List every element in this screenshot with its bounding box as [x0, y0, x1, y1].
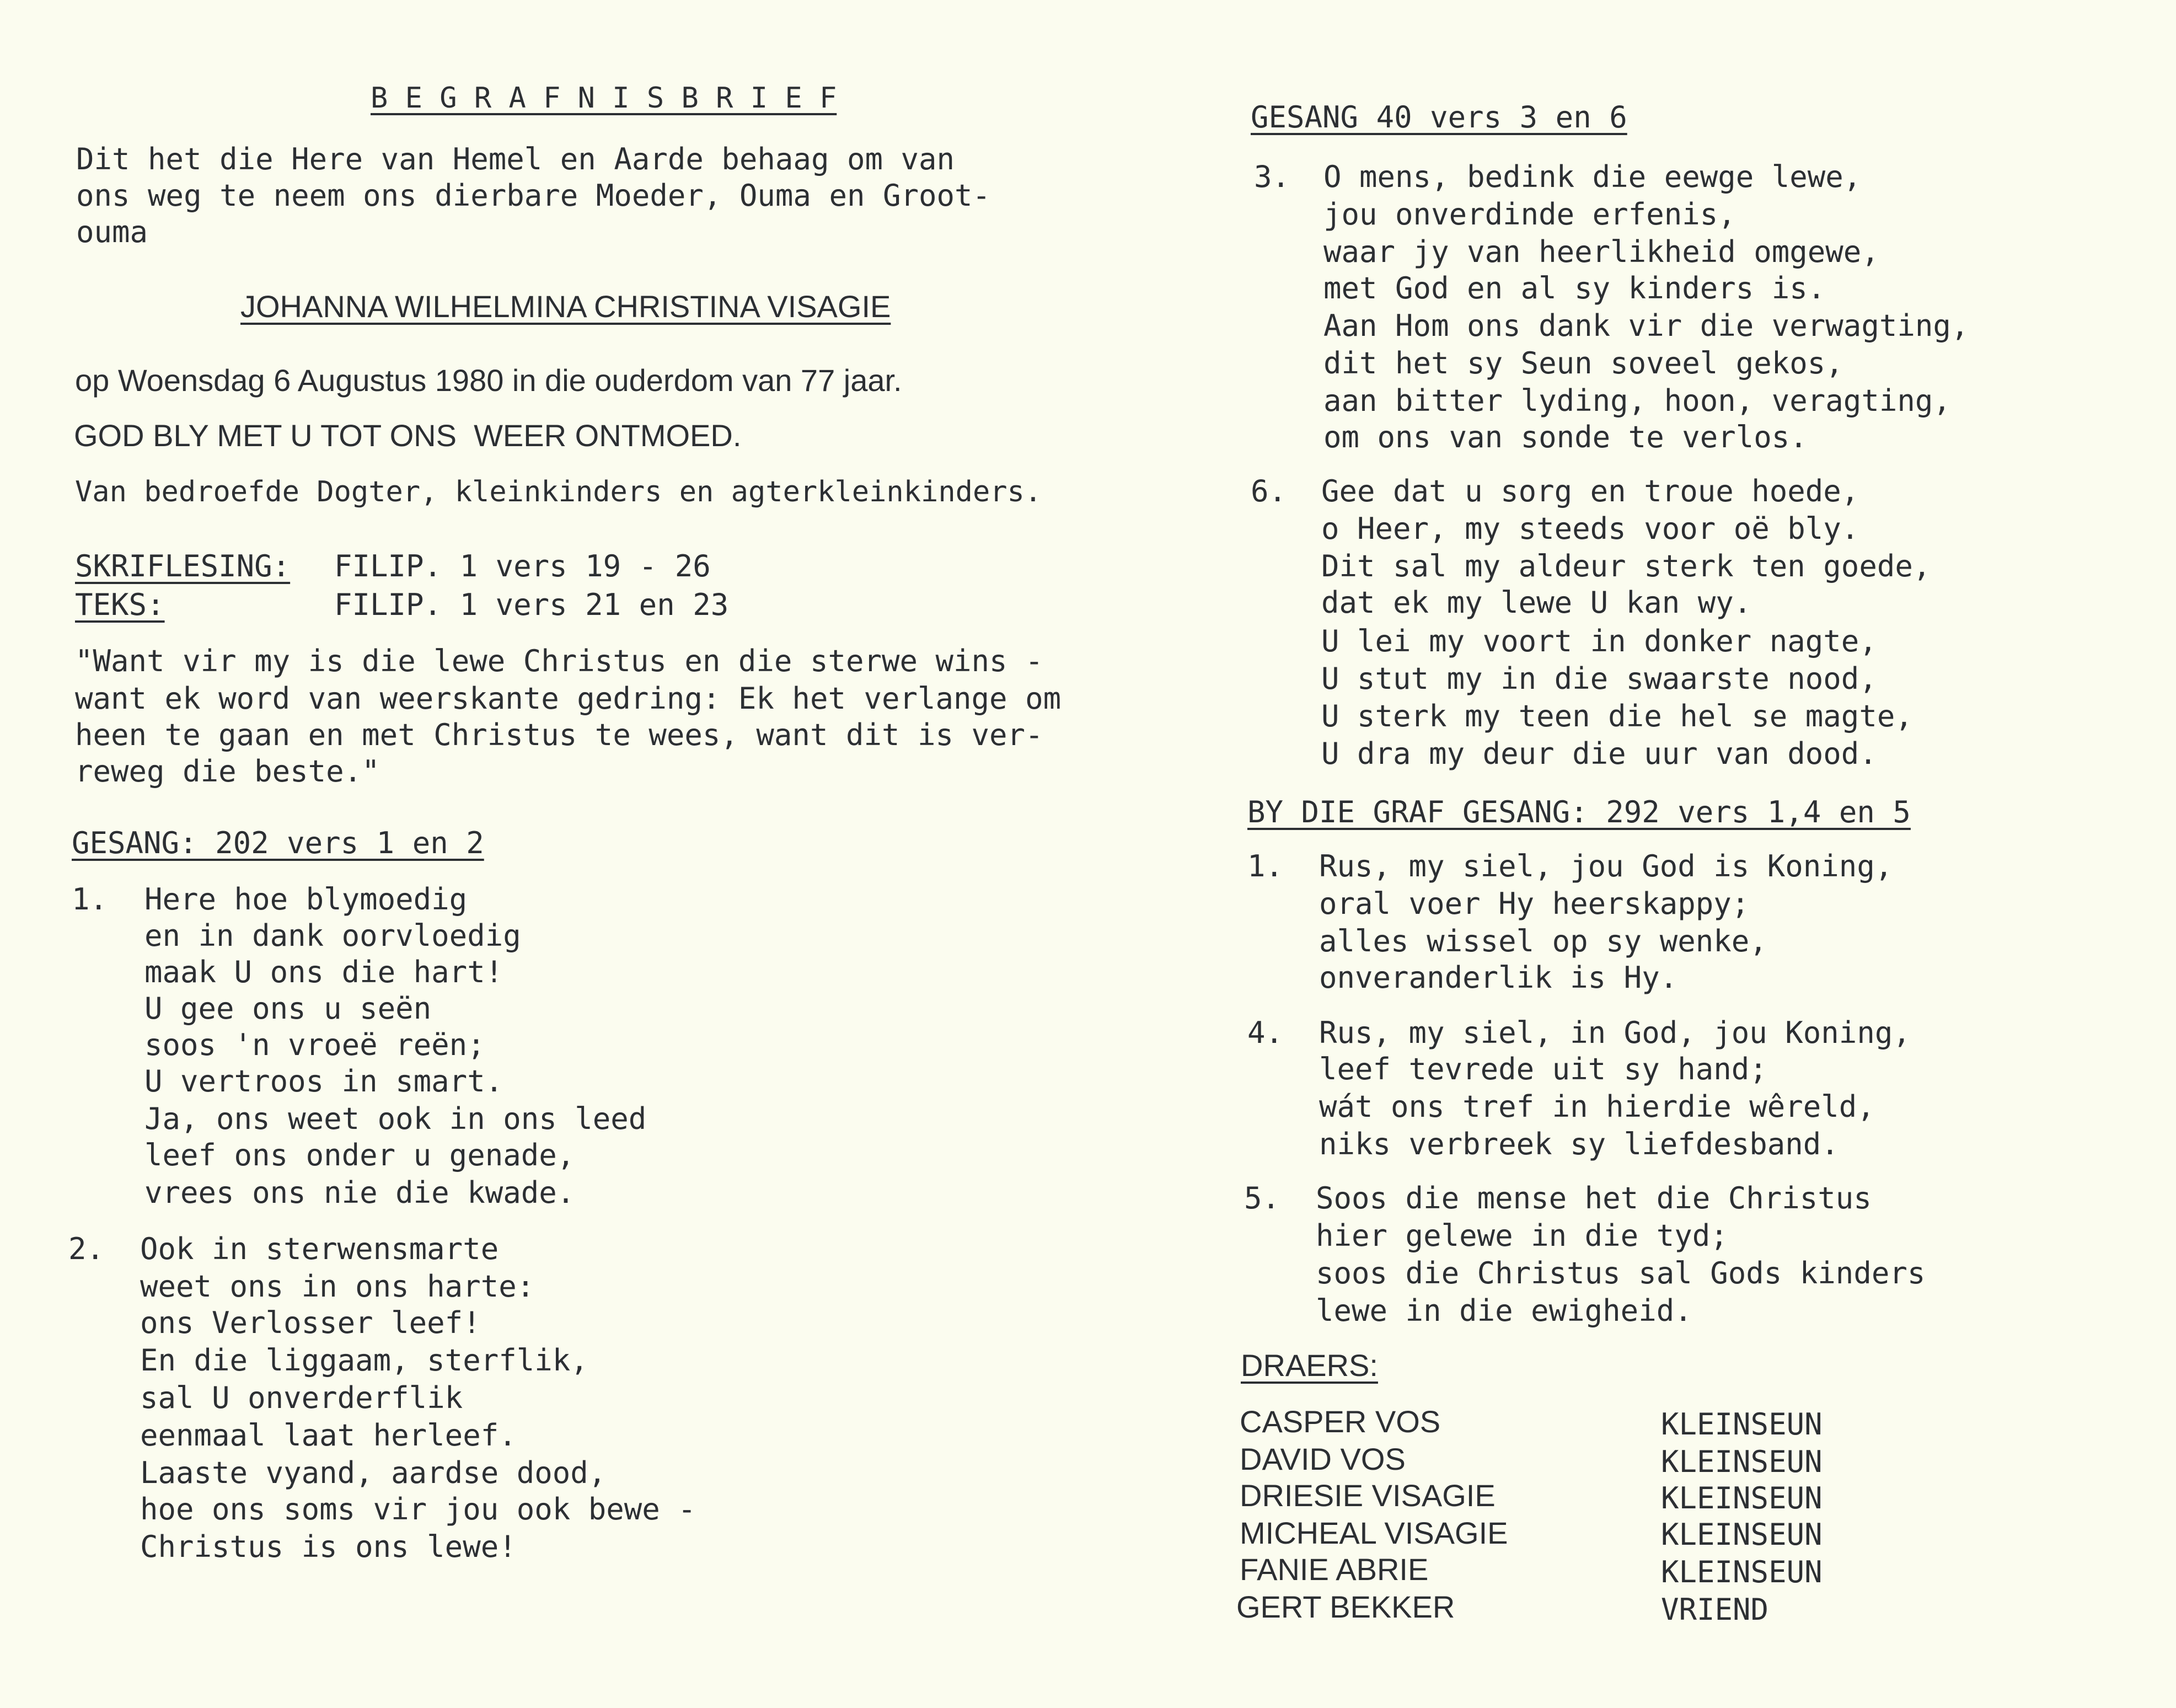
intro-line-3: ouma	[76, 215, 148, 249]
hymn-292-v4-line: Rus, my siel, in God, jou Koning,	[1319, 1015, 1911, 1050]
hymn-202-v1-line: en in dank oorvloedig	[144, 918, 521, 953]
quote-line-3: heen te gaan en met Christus te wees, want dit is ver-	[75, 718, 1043, 752]
bearer-name: DRIESIE VISAGIE	[1240, 1478, 1496, 1513]
hymn-40-verse-6-number: 6.	[1251, 474, 1287, 508]
hymn-40-v3-line: jou onverdinde erfenis,	[1323, 197, 1736, 232]
hymn-40-v3-line: O mens, bedink die eewge lewe,	[1323, 159, 1862, 194]
bearer-name: DAVID VOS	[1240, 1442, 1406, 1476]
bearer-relation: KLEINSEUN	[1661, 1517, 1823, 1552]
hymn-292-v5-line: lewe in die ewigheid.	[1316, 1293, 1692, 1328]
hymn-40-v3-line: waar jy van heerlikheid omgewe,	[1323, 234, 1879, 269]
hymn-202-v2-line: En die liggaam, sterflik,	[140, 1343, 588, 1378]
hymn-40-v6-line: U dra my deur die uur van dood.	[1321, 736, 1877, 771]
hymn-202-v1-line: soos 'n vroeë reën;	[144, 1027, 485, 1062]
hymn-202-v2-line: ons Verlosser leef!	[140, 1305, 481, 1340]
hymn-292-verse-1-number: 1.	[1247, 849, 1284, 884]
scripture-label: SKRIFLESING:	[75, 549, 291, 583]
hymn-40-v3-line: Aan Hom ons dank vir die verwagting,	[1323, 308, 1969, 343]
hymn-202-v1-line: U gee ons u seën	[144, 991, 432, 1026]
hymn-40-v3-line: met God en al sy kinders is.	[1323, 271, 1826, 306]
bearer-name: FANIE ABRIE	[1240, 1552, 1429, 1587]
bearer-name: MICHEAL VISAGIE	[1240, 1516, 1508, 1550]
text-label: TEKS:	[75, 587, 165, 622]
bearer-relation: KLEINSEUN	[1661, 1555, 1823, 1589]
hymn-292-v5-line: hier gelewe in die tyd;	[1316, 1218, 1728, 1253]
hymn-292-verse-4-number: 4.	[1247, 1015, 1284, 1050]
hymn-40-v6-line: o Heer, my steeds voor oë bly.	[1321, 511, 1859, 546]
date-line: op Woensdag 6 Augustus 1980 in die ouderdom van 77 jaar.	[75, 363, 902, 398]
hymn-292-v1-line: oral voer Hy heerskappy;	[1319, 886, 1750, 921]
hymn-40-heading: GESANG 40 vers 3 en 6	[1251, 100, 1627, 135]
hymn-40-v3-line: om ons van sonde te verlos.	[1323, 420, 1808, 454]
hymn-202-v1-line: Ja, ons weet ook in ons leed	[144, 1101, 647, 1136]
hymn-292-v1-line: onveranderlik is Hy.	[1319, 960, 1678, 995]
bearer-name: CASPER VOS	[1240, 1404, 1441, 1439]
intro-line-2: ons weg te neem ons dierbare Moeder, Ouma en Groot-	[76, 178, 991, 213]
hymn-202-v1-line: Here hoe blymoedig	[144, 882, 468, 917]
deceased-name: JOHANNA WILHELMINA CHRISTINA VISAGIE	[240, 289, 891, 324]
hymn-292-heading: BY DIE GRAF GESANG: 292 vers 1,4 en 5	[1247, 795, 1911, 829]
scripture-value: FILIP. 1 vers 19 - 26	[334, 549, 711, 583]
hymn-202-v2-line: Laaste vyand, aardse dood,	[140, 1455, 607, 1490]
hymn-292-v5-line: Soos die mense het die Christus	[1316, 1181, 1872, 1216]
hymn-202-v2-line: sal U onverderflik	[140, 1380, 463, 1415]
farewell-line: GOD BLY MET U TOT ONS WEER ONTMOED.	[74, 418, 742, 453]
bearer-name: GERT BEKKER	[1236, 1589, 1455, 1624]
quote-line-2: want ek word van weerskante gedring: Ek het verlange om	[75, 681, 1062, 716]
hymn-40-v3-line: aan bitter lyding, hoon, veragting,	[1323, 383, 1951, 418]
hymn-40-v6-line: U sterk my teen die hel se magte,	[1321, 699, 1913, 733]
hymn-202-verse-2-number: 2.	[68, 1232, 105, 1266]
hymn-202-v1-line: maak U ons die hart!	[144, 955, 503, 989]
bearer-relation: KLEINSEUN	[1661, 1481, 1823, 1516]
hymn-40-v6-line: U lei my voort in donker nagte,	[1321, 624, 1877, 658]
bearer-relation: KLEINSEUN	[1661, 1407, 1823, 1442]
hymn-292-v5-line: soos die Christus sal Gods kinders	[1316, 1256, 1926, 1291]
hymn-292-v4-line: wát ons tref in hierdie wêreld,	[1319, 1089, 1875, 1124]
bearer-relation: KLEINSEUN	[1661, 1444, 1823, 1479]
text-value: FILIP. 1 vers 21 en 23	[334, 587, 729, 622]
hymn-202-v1-line: leef ons onder u genade,	[144, 1138, 575, 1172]
quote-line-4: reweg die beste."	[75, 754, 380, 789]
hymn-40-v6-line: U stut my in die swaarste nood,	[1321, 661, 1877, 696]
hymn-292-v1-line: Rus, my siel, jou God is Koning,	[1319, 849, 1893, 884]
hymn-40-v6-line: Dit sal my aldeur sterk ten goede,	[1321, 549, 1931, 583]
quote-line-1: "Want vir my is die lewe Christus en die sterwe wins -	[75, 644, 1043, 678]
hymn-40-verse-3-number: 3.	[1254, 159, 1290, 194]
hymn-202-v2-line: eenmaal laat herleef.	[140, 1418, 517, 1453]
hymn-202-v2-line: hoe ons soms vir jou ook bewe -	[140, 1492, 696, 1527]
hymn-292-verse-5-number: 5.	[1244, 1181, 1280, 1216]
hymn-40-v3-line: dit het sy Seun soveel gekos,	[1323, 346, 1843, 381]
hymn-202-v1-line: U vertroos in smart.	[144, 1064, 503, 1099]
hymn-40-v6-line: dat ek my lewe U kan wy.	[1321, 585, 1752, 620]
hymn-202-v2-line: Christus is ons lewe!	[140, 1529, 517, 1564]
hymn-202-v2-line: Ook in sterwensmarte	[140, 1232, 499, 1266]
hymn-202-v2-line: weet ons in ons harte:	[140, 1269, 535, 1304]
bearers-heading: DRAERS:	[1241, 1348, 1378, 1383]
bearer-relation: VRIEND	[1661, 1592, 1769, 1627]
hymn-202-v1-line: vrees ons nie die kwade.	[144, 1175, 575, 1210]
hymn-292-v1-line: alles wissel op sy wenke,	[1319, 924, 1767, 959]
hymn-292-v4-line: niks verbreek sy liefdesband.	[1319, 1127, 1839, 1161]
hymn-292-v4-line: leef tevrede uit sy hand;	[1319, 1052, 1767, 1086]
from-line: Van bedroefde Dogter, kleinkinders en agterkleinkinders.	[75, 475, 1042, 508]
hymn-202-heading: GESANG: 202 vers 1 en 2	[72, 826, 484, 860]
hymn-202-verse-1-number: 1.	[72, 882, 108, 917]
hymn-40-v6-line: Gee dat u sorg en troue hoede,	[1321, 474, 1859, 508]
intro-line-1: Dit het die Here van Hemel en Aarde behaag om van	[76, 142, 955, 176]
document-title: B E G R A F N I S B R I E F	[371, 82, 837, 115]
